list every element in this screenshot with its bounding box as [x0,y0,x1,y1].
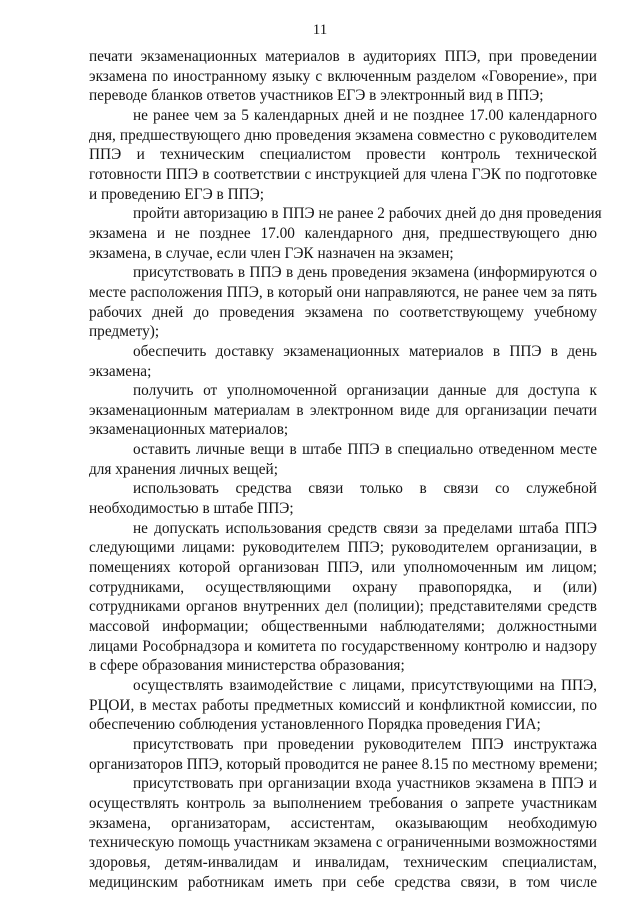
paragraph [89,774,597,892]
paragraph [89,106,597,204]
paragraph-line: экзамена и не позднее 17.00 календарного дня, предшествующего дню [89,224,597,242]
paragraph-line: обеспечить доставку экзаменационных материалов в ППЭ в день [133,342,597,360]
paragraph-line: не ранее чем за 5 календарных дней и не позднее 17.00 календарного [133,106,597,124]
paragraph [89,263,597,342]
paragraph-line: осуществлять взаимодействие с лицами, присутствующими на ППЭ, [133,677,597,694]
paragraph-line: лицами Рособрнадзора и комитета по государственному контролю и надзору [89,637,597,655]
paragraph-line: месте расположения ППЭ, в который они направляются, не ранее чем за пять [89,283,597,301]
paragraph [89,440,597,479]
paragraph [89,381,597,440]
paragraph-line: рабочих дней до проведения экзамена по соответствующему учебному [89,303,597,321]
paragraph-line: РЦОИ, в местах работы предметных комиссий и конфликтной комиссии, по [89,696,597,714]
paragraph-line: готовности ППЭ в соответствии с инструкцией для члена ГЭК по подготовке [89,165,597,183]
paragraph [89,735,597,774]
paragraph-line: сотрудниками органов внутренних дел (полиции); представителями средств [89,598,597,616]
paragraph-line: печати экзаменационных материалов в аудиториях ППЭ, при проведении [89,48,597,65]
paragraph-line: массовой информации; общественными наблюдателями; должностными [89,618,597,636]
paragraph-line: осуществлять контроль за выполнением требования о запрете участникам [89,794,597,812]
paragraph-line: ППЭ и техническим специалистом провести контроль технической [89,146,597,164]
paragraph-line: получить от уполномоченной организации данные для доступа к [133,382,597,400]
paragraph-line: необходимостью в штабе ППЭ; [89,500,294,518]
paragraph-line: обеспечению соблюдения установленного Порядка проведения ГИА; [89,716,541,734]
paragraph [89,342,597,381]
paragraph-line: в сфере образования министерства образования; [89,657,405,675]
paragraph-line: следующими лицами: руководителем ППЭ; руководителем организации, в [89,539,597,557]
paragraph [89,47,597,106]
page-number: 11 [312,22,328,38]
paragraph-line: здоровья, детям-инвалидам и инвалидам, техническим специалистам, [89,853,597,871]
document-body [89,47,602,892]
paragraph-line: экзамена; [89,362,152,380]
paragraph-line: пройти авторизацию в ППЭ не ранее 2 рабочих дней до дня проведения [133,205,602,223]
paragraph-line: организаторов ППЭ, который проводится не ранее 8.15 по местному времени; [89,755,598,773]
paragraph [89,479,597,518]
paragraph-line: не допускать использования средств связи за пределами штаба ППЭ [133,519,597,537]
paragraph-line: помещениях которой организован ППЭ, или уполномоченным им лицом; [89,559,597,577]
paragraph-line: экзамена по иностранному языку с включенным разделом «Говорение», при [89,67,597,85]
paragraph-line: предмету); [89,323,160,341]
paragraph-line: присутствовать при проведении руководителем ППЭ инструктажа [133,735,597,753]
paragraph [89,519,597,676]
paragraph-line: сотрудниками, осуществляющими охрану правопорядка, и (или) [89,578,597,596]
paragraph-line: переводе бланков ответов участников ЕГЭ в электронный вид в ППЭ; [89,87,544,105]
paragraph-line: техническую помощь участникам экзамена с ограниченными возможностями [89,834,597,852]
paragraph-line: присутствовать при организации входа участников экзамена в ППЭ и [133,775,597,793]
paragraph-line: медицинским работникам иметь при себе средства связи, в том числе [89,873,597,891]
paragraph-line: экзамена, организаторам, ассистентам, оказывающим необходимую [89,814,597,832]
paragraph-line: экзаменационным материалам в электронном виде для организации печати [89,401,597,419]
paragraph [89,676,597,735]
paragraph-line: экзамена, в случае, если член ГЭК назначен на экзамен; [89,244,454,262]
paragraph-line: оставить личные вещи в штабе ППЭ в специально отведенном месте [133,441,597,459]
paragraph-line: дня, предшествующего дню проведения экзамена совместно с руководителем [89,126,597,144]
paragraph-line: и проведению ЕГЭ в ППЭ; [89,185,265,203]
paragraph-line: присутствовать в ППЭ в день проведения экзамена (информируются о [133,264,597,282]
paragraph-line: использовать средства связи только в связи со служебной [133,480,597,498]
paragraph-line: экзаменационных материалов; [89,421,289,439]
paragraph-line: для хранения личных вещей; [89,460,278,478]
paragraph [89,204,602,263]
